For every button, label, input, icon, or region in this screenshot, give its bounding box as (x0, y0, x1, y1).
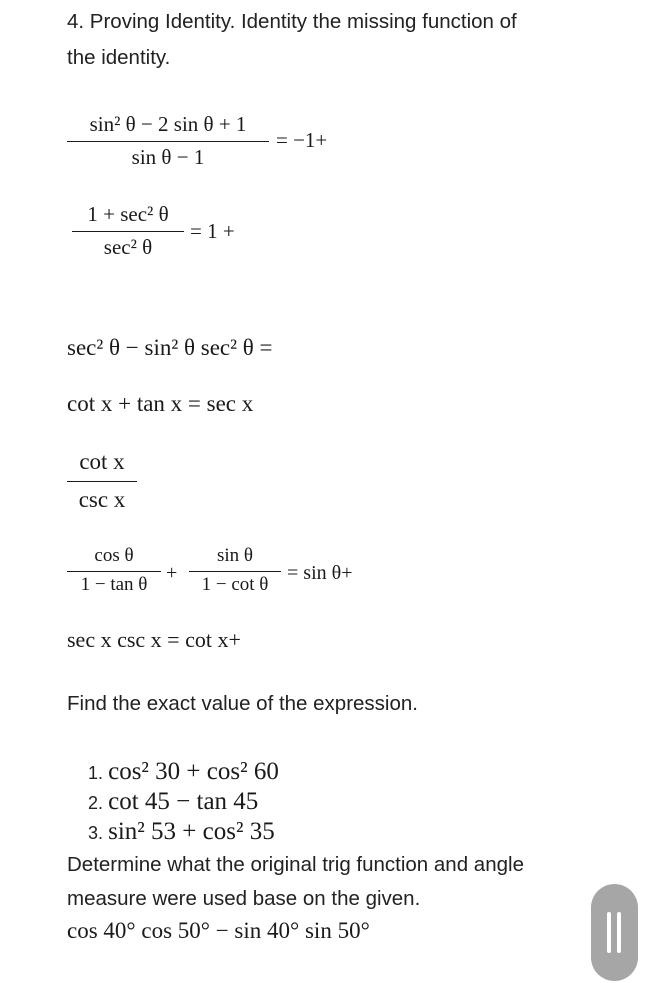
original-expression: cos 40° cos 50° − sin 40° sin 50° (67, 918, 370, 943)
identity-2-numerator: 1 + sec² θ (87, 202, 169, 226)
identity-2-rhs: = 1 + (190, 219, 235, 243)
fraction-bar (67, 571, 161, 572)
identity-1-denominator: sin θ − 1 (131, 145, 205, 169)
identity-6-fraction-2 (189, 545, 281, 596)
identity-6-fraction-1 (67, 545, 161, 596)
identity-1-rhs: = −1+ (276, 128, 328, 152)
original-heading-line2: measure were used base on the given. (67, 887, 421, 910)
identity-7: sec x csc x = cot x+ (67, 627, 241, 652)
grip-line-icon (607, 912, 611, 953)
scroll-handle[interactable] (591, 884, 638, 981)
identity-5-numerator: cot x (79, 449, 125, 474)
fraction-bar (67, 481, 137, 482)
identity-6-frac2-numerator: sin θ (216, 545, 254, 566)
list-item-number: 3. (88, 823, 104, 843)
identity-2-denominator: sec² θ (103, 235, 153, 259)
fraction-bar (189, 571, 281, 572)
identity-2-fraction (72, 202, 184, 260)
original-heading-line1: Determine what the original trig function and angle (67, 853, 524, 876)
identity-1-fraction (67, 112, 269, 170)
fraction-bar (67, 141, 269, 142)
fraction-bar (72, 231, 184, 232)
list-item-number: 2. (88, 793, 104, 813)
identity-5-denominator: csc x (78, 487, 126, 512)
list-item-expression: sin² 53 + cos² 35 (108, 818, 275, 845)
problem-heading-line1: 4. Proving Identity. Identity the missing function of (67, 10, 517, 33)
identity-6-rhs: = sin θ+ (287, 562, 353, 584)
list-item-expression: cos² 30 + cos² 60 (108, 758, 279, 785)
list-item-number: 1. (88, 763, 104, 783)
exact-value-heading: Find the exact value of the expression. (67, 692, 418, 715)
identity-6-frac2-denominator: 1 − cot θ (201, 574, 269, 595)
identity-3: sec² θ − sin² θ sec² θ = (67, 335, 273, 360)
identity-6-frac1-numerator: cos θ (94, 545, 134, 566)
identity-5-fraction (67, 449, 137, 513)
identity-6-plus: + (166, 562, 178, 584)
list-item (88, 758, 279, 786)
identity-1-numerator: sin² θ − 2 sin θ + 1 (89, 112, 247, 136)
problem-heading-line2: the identity. (67, 46, 171, 69)
list-item-expression: cot 45 − tan 45 (108, 788, 259, 815)
grip-line-icon (617, 912, 621, 953)
identity-6-frac1-denominator: 1 − tan θ (80, 574, 148, 595)
list-item (88, 818, 275, 846)
identity-4: cot x + tan x = sec x (67, 391, 254, 416)
list-item (88, 788, 258, 816)
